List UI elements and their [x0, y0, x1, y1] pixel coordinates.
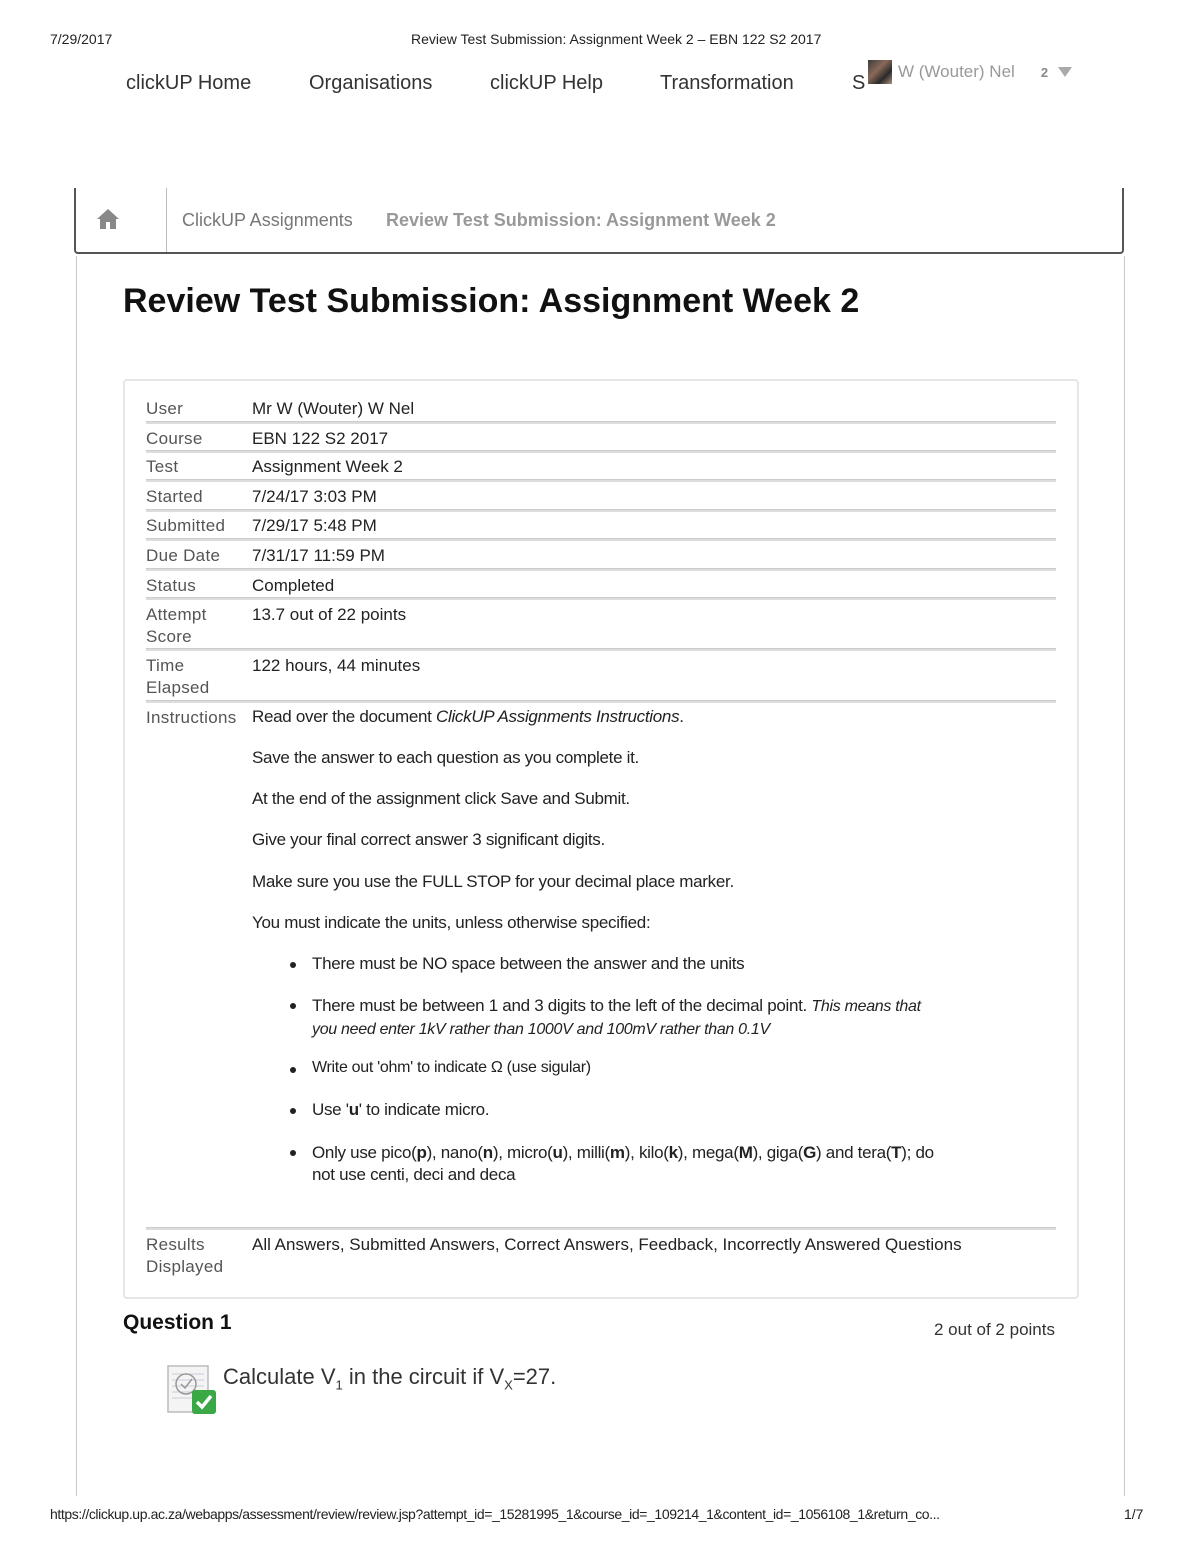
instruction-note: you need enter 1kV rather than 1000V and 100mV rather than 0.1V — [312, 1021, 770, 1038]
breadcrumb-home[interactable] — [76, 188, 167, 252]
question-points: 2 out of 2 points — [934, 1320, 1055, 1339]
instruction-bullet — [312, 1142, 1052, 1186]
instruction-bullet: There must be NO space between the answer and the units — [312, 954, 745, 973]
detail-label: User — [146, 399, 184, 418]
instruction-paragraph: You must indicate the units, unless otherwise specified: — [252, 913, 651, 932]
nav-clickup-home[interactable]: clickUP Home — [126, 72, 252, 94]
instruction-emphasis: u — [552, 1143, 563, 1162]
row-divider — [146, 1227, 1056, 1230]
instruction-text: ), giga( — [752, 1143, 804, 1162]
detail-label — [146, 1234, 246, 1278]
detail-label: Status — [146, 576, 196, 595]
question-text — [223, 1364, 556, 1392]
breadcrumb — [74, 188, 1124, 254]
detail-label: Instructions — [146, 708, 237, 727]
print-date: 7/29/2017 — [50, 31, 113, 47]
instruction-text: ) and tera( — [816, 1143, 892, 1162]
detail-value-submitted: 7/29/17 5:48 PM — [252, 516, 377, 535]
detail-label-line: Score — [146, 627, 192, 646]
detail-value-results-displayed: All Answers, Submitted Answers, Correct Answers, Feedback, Incorrectly Answered Questions — [252, 1235, 962, 1254]
instruction-bullet: Write out 'ohm' to indicate Ω (use sigular) — [312, 1059, 591, 1076]
breadcrumb-link-assignments[interactable]: ClickUP Assignments — [182, 210, 353, 230]
page-title: Review Test Submission: Assignment Week 2 — [123, 282, 860, 320]
instruction-text: not use centi, deci and deca — [312, 1165, 516, 1184]
row-divider — [146, 509, 1056, 512]
instruction-paragraph: At the end of the assignment click Save and Submit. — [252, 789, 630, 808]
row-divider — [146, 648, 1056, 651]
detail-label — [146, 604, 246, 648]
instruction-text: ), mega( — [677, 1143, 739, 1162]
print-url: https://clickup.up.ac.za/webapps/assessment/review/review.jsp?attempt_id=_15281995_1&course_id=_109214_1&content_id=_1056108_1&return_co... — [50, 1506, 940, 1522]
question-subscript: 1 — [335, 1377, 343, 1393]
detail-label: Course — [146, 429, 203, 448]
detail-value-course: EBN 122 S2 2017 — [252, 429, 389, 448]
question-text-part: Calculate V — [223, 1364, 336, 1389]
instruction-paragraph: Save the answer to each question as you complete it. — [252, 748, 639, 767]
notification-count[interactable]: 2 — [1040, 64, 1049, 80]
instruction-note: This means that — [811, 998, 921, 1015]
user-menu[interactable] — [868, 60, 1072, 84]
detail-label: Test — [146, 457, 179, 476]
row-divider — [146, 450, 1056, 453]
nav-truncated-item[interactable]: S — [852, 72, 866, 94]
correct-answer-icon — [166, 1364, 218, 1416]
instruction-emphasis: T — [891, 1143, 902, 1162]
instruction-text: Only use pico( — [312, 1143, 417, 1162]
detail-label-line: Time — [146, 656, 185, 675]
instruction-text: ), nano( — [426, 1143, 483, 1162]
row-divider — [146, 700, 1056, 703]
nav-transformation[interactable]: Transformation — [660, 72, 794, 94]
instruction-text: ' to indicate micro. — [358, 1100, 490, 1119]
detail-label — [146, 655, 246, 699]
question-text-part: =27. — [512, 1364, 557, 1389]
instruction-text: ), milli( — [562, 1143, 610, 1162]
content-border-right — [1124, 256, 1125, 1496]
instruction-bullet — [312, 995, 1052, 1041]
row-divider — [146, 597, 1056, 600]
row-divider — [146, 538, 1056, 541]
detail-value-user: Mr W (Wouter) W Nel — [252, 399, 415, 418]
instruction-emphasis: G — [803, 1143, 817, 1162]
instruction-paragraph — [252, 707, 684, 727]
detail-value-due-date: 7/31/17 11:59 PM — [252, 546, 385, 565]
detail-value-started: 7/24/17 3:03 PM — [252, 487, 377, 506]
chevron-down-icon[interactable] — [1058, 67, 1072, 77]
instruction-text: ), kilo( — [624, 1143, 669, 1162]
instruction-text: Use ' — [312, 1100, 349, 1119]
row-divider — [146, 421, 1056, 424]
print-page-number: 1/7 — [1124, 1506, 1144, 1522]
question-title: Question 1 — [123, 1311, 232, 1334]
breadcrumb-current: Review Test Submission: Assignment Week 2 — [386, 210, 776, 230]
detail-label-line: Attempt — [146, 605, 207, 624]
instruction-text: ); do — [901, 1143, 934, 1162]
instruction-text: There must be between 1 and 3 digits to the left of the decimal point. — [312, 996, 812, 1015]
detail-label: Started — [146, 487, 203, 506]
instruction-text: . — [679, 707, 684, 726]
instruction-emphasis: n — [482, 1143, 493, 1162]
question-text-part: in the circuit if V — [342, 1364, 505, 1389]
question-subscript: X — [504, 1377, 513, 1393]
instruction-paragraph: Give your final correct answer 3 significant digits. — [252, 830, 605, 849]
nav-clickup-help[interactable]: clickUP Help — [490, 72, 603, 94]
instruction-paragraph: Make sure you use the FULL STOP for your decimal place marker. — [252, 872, 734, 891]
print-title: Review Test Submission: Assignment Week 2 – EBN 122 S2 2017 — [411, 31, 822, 47]
instruction-emphasis: p — [416, 1143, 427, 1162]
detail-label-line: Displayed — [146, 1257, 224, 1276]
instruction-emphasis: u — [348, 1100, 359, 1119]
content-border-left — [76, 256, 77, 1496]
instruction-document-name: ClickUP Assignments Instructions — [436, 707, 680, 726]
detail-value-attempt-score: 13.7 out of 22 points — [252, 605, 407, 624]
detail-label: Due Date — [146, 546, 221, 565]
instruction-text: ), micro( — [492, 1143, 553, 1162]
row-divider — [146, 568, 1056, 571]
instruction-emphasis: k — [668, 1143, 678, 1162]
detail-label-line: Elapsed — [146, 678, 210, 697]
user-name: W (Wouter) Nel — [898, 62, 1015, 81]
detail-label: Submitted — [146, 516, 226, 535]
detail-value-time-elapsed: 122 hours, 44 minutes — [252, 656, 421, 675]
detail-label-line: Results — [146, 1235, 205, 1254]
home-icon[interactable] — [96, 208, 120, 230]
instruction-emphasis: m — [609, 1143, 625, 1162]
detail-value-status: Completed — [252, 576, 335, 595]
detail-value-test: Assignment Week 2 — [252, 457, 403, 476]
instruction-bullet — [312, 1100, 489, 1120]
nav-organisations[interactable]: Organisations — [309, 72, 433, 94]
instruction-emphasis: M — [738, 1143, 753, 1162]
row-divider — [146, 479, 1056, 482]
instruction-text: Read over the document — [252, 707, 436, 726]
avatar — [868, 60, 892, 84]
